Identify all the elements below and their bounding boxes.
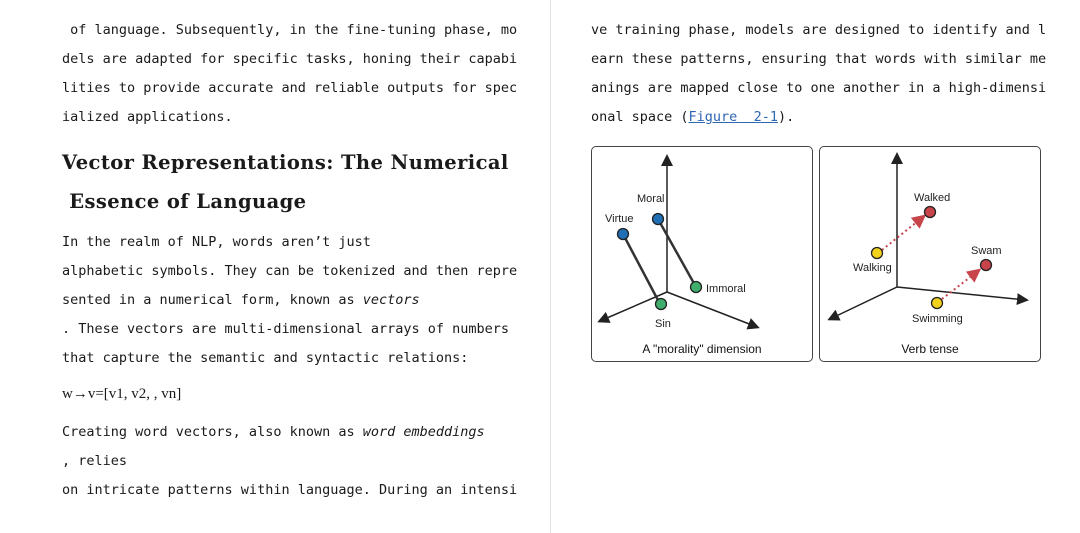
- paragraph-text: sented in a numerical form, known as: [62, 292, 363, 308]
- emphasis-word-embeddings: word embeddings: [362, 424, 485, 440]
- point-virtue: [618, 229, 629, 240]
- paragraph-line: anings are mapped close to one another in a high-dimensi: [591, 80, 1047, 96]
- paragraph-line: [62, 291, 420, 309]
- paragraph-line: on intricate patterns within language. During an intensi: [62, 482, 518, 498]
- verb-tense-diagram: [820, 147, 1040, 361]
- moral-immoral-link: [658, 219, 696, 287]
- paragraph-line: ve training phase, models are designed to identify and l: [591, 22, 1047, 38]
- point-moral: [653, 214, 664, 225]
- vector-formula: w→v=[v1, v2, , vn]: [62, 386, 182, 402]
- label-swimming: Swimming: [912, 313, 963, 325]
- label-immoral: Immoral: [706, 283, 746, 295]
- emphasis-vectors: vectors: [362, 292, 420, 308]
- section-heading-line1: Vector Representations: The Numerical: [62, 151, 509, 174]
- point-walked: [925, 207, 936, 218]
- paragraph-line: [62, 423, 485, 441]
- arrow-walking-walked: [882, 217, 923, 250]
- caption-morality: A "morality" dimension: [642, 342, 762, 356]
- paragraph-line: of language. Subsequently, in the fine-tuning phase, mo: [62, 22, 518, 38]
- paragraph-line: In the realm of NLP, words aren’t just: [62, 234, 371, 250]
- paragraph-line: [591, 108, 794, 126]
- point-walking: [872, 248, 883, 259]
- paragraph-line: that capture the semantic and syntactic relations:: [62, 350, 469, 366]
- label-virtue: Virtue: [605, 213, 634, 225]
- paragraph-text: Creating word vectors, also known as: [62, 424, 363, 440]
- paragraph-text: onal space (: [591, 109, 689, 125]
- paragraph-line: earn these patterns, ensuring that words with similar me: [591, 51, 1047, 67]
- column-divider: [550, 0, 551, 533]
- label-walking: Walking: [853, 262, 892, 274]
- figure-panel-morality: [591, 146, 813, 362]
- point-immoral: [691, 282, 702, 293]
- label-walked: Walked: [914, 192, 951, 204]
- paragraph-line: lities to provide accurate and reliable outputs for spec: [62, 80, 518, 96]
- axis-left: [830, 287, 897, 319]
- point-sin: [656, 299, 667, 310]
- axis-right: [667, 292, 757, 327]
- label-moral: Moral: [637, 193, 665, 205]
- section-heading-line2: Essence of Language: [62, 190, 307, 213]
- point-swam: [981, 260, 992, 271]
- axis-right: [897, 287, 1026, 300]
- paragraph-line: , relies: [62, 453, 128, 469]
- figure-panel-verb-tense: [819, 146, 1041, 362]
- label-sin: Sin: [655, 318, 671, 330]
- point-swimming: [932, 298, 943, 309]
- label-swam: Swam: [971, 245, 1002, 257]
- figure-reference-link[interactable]: Figure 2-1: [688, 109, 778, 125]
- paragraph-line: alphabetic symbols. They can be tokenized and then repre: [62, 263, 518, 279]
- paragraph-line: . These vectors are multi-dimensional arrays of numbers: [62, 321, 510, 337]
- caption-verb-tense: Verb tense: [901, 342, 959, 356]
- paragraph-line: ialized applications.: [62, 109, 233, 125]
- paragraph-text: ).: [777, 109, 795, 125]
- morality-diagram: [592, 147, 812, 361]
- paragraph-line: dels are adapted for specific tasks, honing their capabi: [62, 51, 518, 67]
- virtue-sin-link: [623, 234, 660, 304]
